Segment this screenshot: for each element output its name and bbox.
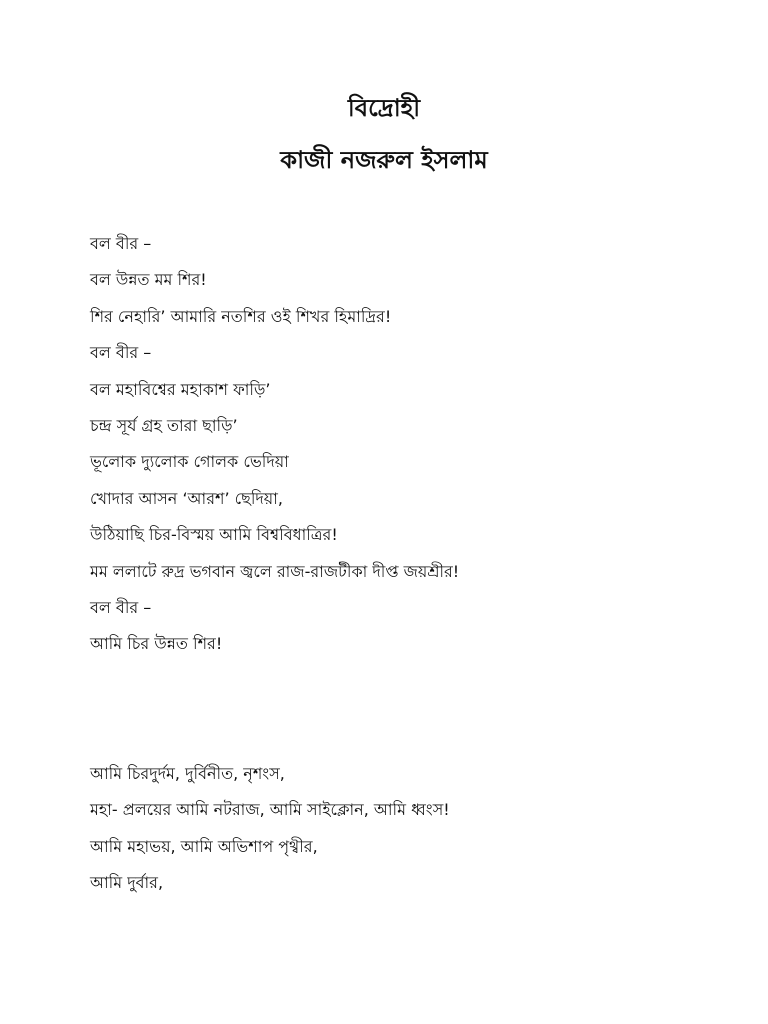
poem-line: চন্দ্র সূর্য গ্রহ তারা ছাড়ি’ bbox=[90, 415, 238, 435]
poem-line: ভূলোক দ্যুলোক গোলক ভেদিয়া bbox=[90, 452, 289, 472]
poem-line: মম ললাটে রুদ্র ভগবান জ্বলে রাজ-রাজটীকা দীপ্ত জয়শ্রীর! bbox=[90, 561, 460, 581]
poem-title: বিদ্রোহী bbox=[347, 94, 421, 122]
poem-line: বল উন্নত মম শির! bbox=[90, 270, 207, 290]
poem-line: বল মহাবিশ্বের মহাকাশ ফাড়ি’ bbox=[90, 379, 271, 399]
poem-author: কাজী নজরুল ইসলাম bbox=[280, 146, 488, 174]
poem-line: আমি চিরদুর্দম, দুর্বিনীত, নৃশংস, bbox=[90, 764, 285, 783]
poem-line: শির নেহারি’ আমারি নতশির ওই শিখর হিমাদ্রির! bbox=[90, 306, 392, 326]
poem-line: বল বীর – bbox=[90, 597, 152, 617]
poem-line: আমি দুর্বার, bbox=[90, 873, 164, 893]
poem-line: আমি মহাভয়, আমি অভিশাপ পৃথ্বীর, bbox=[90, 836, 318, 856]
stanza-1 bbox=[90, 226, 459, 663]
poem-line: খোদার আসন ‘আরশ’ ছেদিয়া, bbox=[90, 488, 283, 508]
poem-line: বল বীর – bbox=[90, 343, 152, 363]
poem-line: মহা- প্রলয়ের আমি নটরাজ, আমি সাইক্লোন, আমি ধ্বংস! bbox=[90, 800, 450, 820]
poem-line: বল বীর – bbox=[90, 234, 152, 253]
stanza-2 bbox=[90, 756, 450, 902]
poem-line: উঠিয়াছি চির-বিস্ময় আমি বিশ্ববিধাত্রির! bbox=[90, 525, 338, 545]
poem-line: আমি চির উন্নত শির! bbox=[90, 634, 223, 654]
